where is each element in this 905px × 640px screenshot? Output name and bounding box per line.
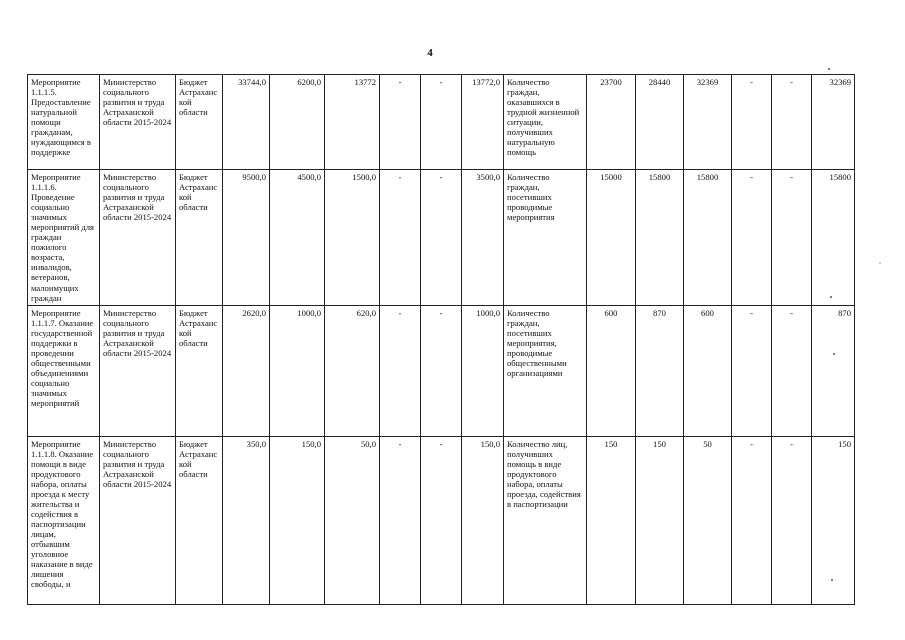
cell-executor: Министерство социального развития и труда Астраханской области 2015-2024	[100, 305, 176, 436]
cell-activity: Мероприятие 1.1.1.5. Предоставление натуральной помощи гражданам, нуждающимся в поддержке	[28, 75, 100, 170]
cell-y5: 13772,0	[462, 75, 504, 170]
cell-y5: 1000,0	[462, 305, 504, 436]
cell-y1: 6200,0	[270, 75, 325, 170]
cell-v4: -	[732, 170, 772, 306]
cell-y1: 4500,0	[270, 170, 325, 306]
scan-speck	[831, 579, 833, 581]
cell-y1: 1000,0	[270, 305, 325, 436]
cell-executor: Министерство социального развития и труда Астраханской области 2015-2024	[100, 436, 176, 604]
cell-y4: -	[421, 436, 462, 604]
cell-activity: Мероприятие 1.1.1.8. Оказание помощи в виде продуктового набора, оплаты проезда к месту жительства и содействия в паспортизации лицам, отбывшим уголовное наказание в виде лишения свободы, и	[28, 436, 100, 604]
cell-source: Бюджет Астраханской области	[176, 170, 223, 306]
cell-v3: 600	[684, 305, 732, 436]
scan-speck	[830, 296, 832, 298]
cell-y4: -	[421, 305, 462, 436]
scan-speck	[828, 68, 830, 70]
cell-y5: 150,0	[462, 436, 504, 604]
cell-v1: 150	[587, 436, 636, 604]
cell-indicator: Количество лиц, получивших помощь в виде продуктового набора, оплаты проезда, содействия в паспортизации	[504, 436, 587, 604]
cell-v1: 600	[587, 305, 636, 436]
cell-y4: -	[421, 75, 462, 170]
table-row	[28, 170, 855, 306]
cell-y2: 1500,0	[325, 170, 380, 306]
cell-v3: 50	[684, 436, 732, 604]
cell-executor: Министерство социального развития и труда Астраханской области 2015-2024	[100, 170, 176, 306]
cell-v5: -	[772, 305, 812, 436]
cell-indicator: Количество граждан, посетивших проводимые мероприятия	[504, 170, 587, 306]
cell-source: Бюджет Астраханской области	[176, 75, 223, 170]
cell-v4: -	[732, 436, 772, 604]
cell-v2: 150	[636, 436, 684, 604]
cell-source: Бюджет Астраханской области	[176, 305, 223, 436]
cell-y2: 50,0	[325, 436, 380, 604]
cell-v6: 870	[812, 305, 855, 436]
scan-speck	[833, 353, 835, 355]
cell-y1: 150,0	[270, 436, 325, 604]
cell-y4: -	[421, 170, 462, 306]
cell-source: Бюджет Астраханской области	[176, 436, 223, 604]
cell-executor: Министерство социального развития и труда Астраханской области 2015-2024	[100, 75, 176, 170]
cell-v5: -	[772, 436, 812, 604]
cell-y3: -	[380, 436, 421, 604]
program-activities-table	[27, 74, 855, 605]
page-number: 4	[427, 47, 433, 59]
cell-y3: -	[380, 305, 421, 436]
cell-v1: 23700	[587, 75, 636, 170]
cell-total: 33744,0	[223, 75, 270, 170]
cell-total: 2620,0	[223, 305, 270, 436]
cell-v5: -	[772, 75, 812, 170]
cell-v5: -	[772, 170, 812, 306]
cell-v3: 15800	[684, 170, 732, 306]
table-row	[28, 436, 855, 604]
cell-y3: -	[380, 170, 421, 306]
cell-total: 350,0	[223, 436, 270, 604]
cell-y5: 3500,0	[462, 170, 504, 306]
cell-v2: 28440	[636, 75, 684, 170]
table-row	[28, 75, 855, 170]
cell-v6: 32369	[812, 75, 855, 170]
cell-indicator: Количество граждан, посетивших мероприятия, проводимые общественными организациями	[504, 305, 587, 436]
table-row	[28, 305, 855, 436]
cell-activity: Мероприятие 1.1.1.7. Оказание государственной поддержки в проведении общественными объединениями социально значимых мероприятий	[28, 305, 100, 436]
cell-v6: 150	[812, 436, 855, 604]
cell-v2: 870	[636, 305, 684, 436]
cell-y2: 13772	[325, 75, 380, 170]
cell-y3: -	[380, 75, 421, 170]
cell-v4: -	[732, 305, 772, 436]
cell-v1: 15000	[587, 170, 636, 306]
cell-activity: Мероприятие 1.1.1.6. Проведение социально значимых мероприятий для граждан пожилого возраста, инвалидов, ветеранов, малоимущих граждан	[28, 170, 100, 306]
cell-total: 9500,0	[223, 170, 270, 306]
cell-v4: -	[732, 75, 772, 170]
cell-v6: 15800	[812, 170, 855, 306]
cell-v2: 15800	[636, 170, 684, 306]
scan-speck	[879, 262, 881, 264]
cell-indicator: Количество граждан, оказавшихся в трудной жизненной ситуации, получивших натуральную помощь	[504, 75, 587, 170]
cell-v3: 32369	[684, 75, 732, 170]
cell-y2: 620,0	[325, 305, 380, 436]
